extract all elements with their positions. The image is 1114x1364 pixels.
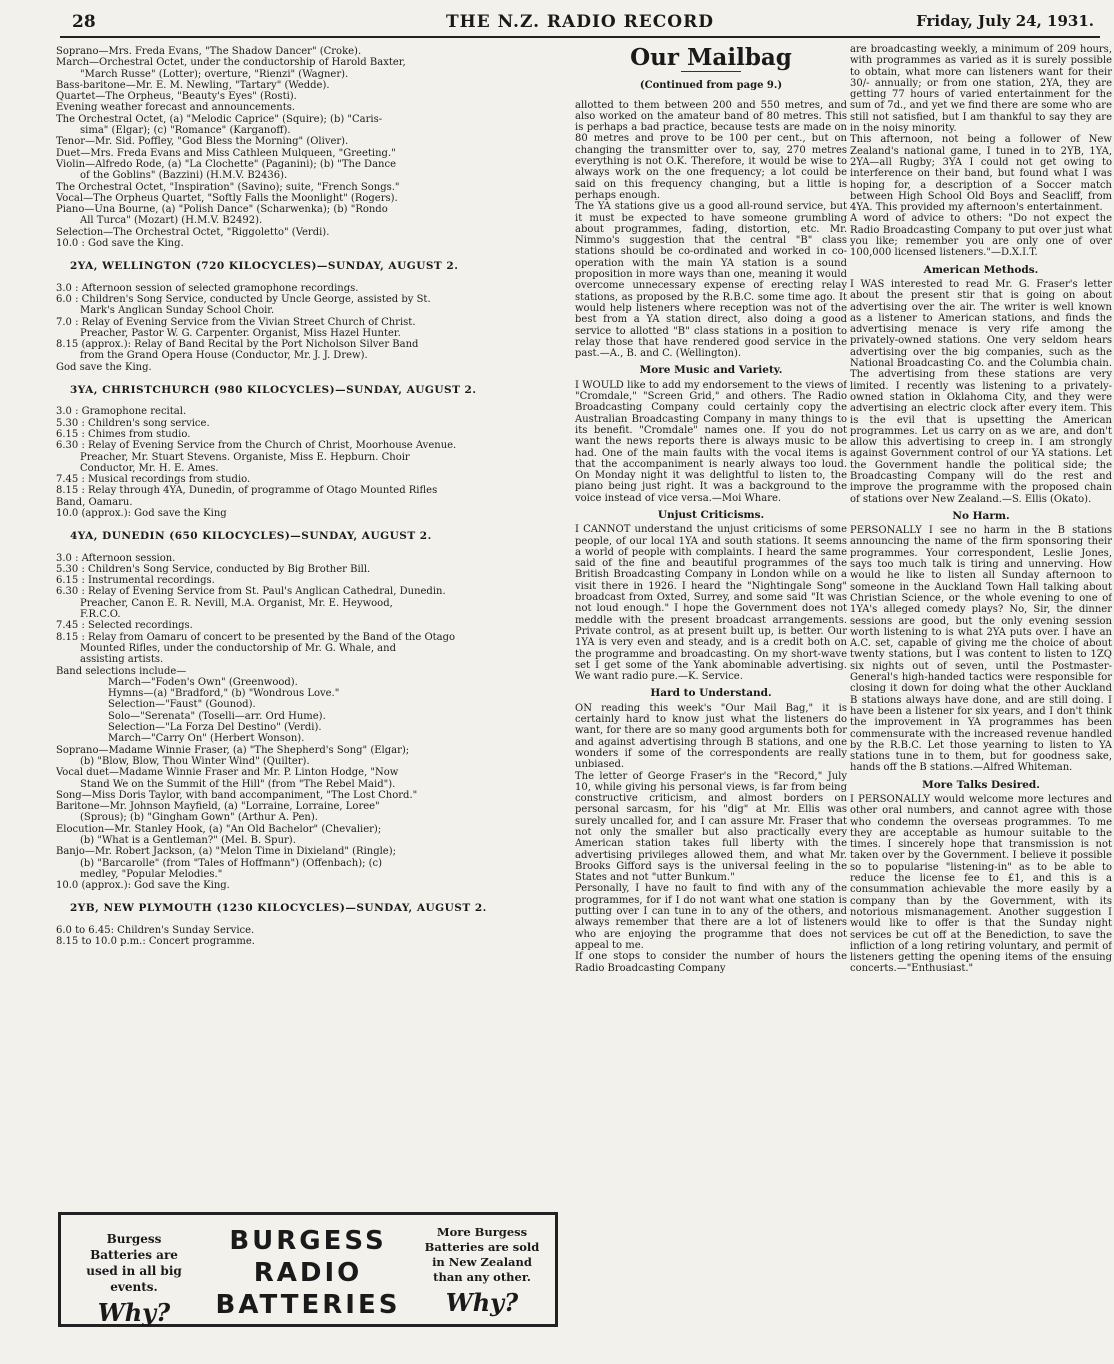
programme-line: Conductor, Mr. H. E. Ames.	[80, 462, 219, 474]
programme-line: March—"Foden's Own" (Greenwood).	[108, 676, 298, 688]
programme-line: Selection—"La Forza Del Destino" (Verdi).	[108, 722, 322, 734]
page-header	[60, 12, 1100, 38]
programme-line: Bass-baritone—Mr. E. M. Newling, "Tartary" (Wedde).	[56, 79, 330, 91]
ad-why-right: Why?	[445, 1288, 519, 1317]
programme-line: 7.45 : Musical recordings from studio.	[56, 474, 251, 486]
programme-line: Preacher, Pastor W. G. Carpenter. Organist, Miss Hazel Hunter.	[80, 327, 401, 339]
letter-paragraph: are broadcasting weekly, a minimum of 209 hours, with programmes as varied as it is surely possible to obtain, what more can listeners want for their 30/- annually; or from one station, 2YA, they are getting 77 hours of varied entertainment for the sum of 7d., and yet we find there are some who are still not satisfied, but I am thankful to say they are in the noisy minority.	[850, 44, 1112, 135]
programme-line: 6.30 : Relay of Evening Service from the Church of Christ, Moorhouse Avenue.	[56, 440, 457, 452]
programme-line: (Sprous); (b) "Gingham Gown" (Arthur A. Pen).	[80, 812, 318, 824]
programme-line: Selection—The Orchestral Octet, "Riggoletto" (Verdi).	[56, 226, 330, 238]
letter-paragraph: PERSONALLY I see no harm in the B stations announcing the name of the firm sponsoring their programmes. Your correspondent, Leslie Jones, says too much talk is tiring and unnerving. How would he like to listen all Sunday afternoon to someone in the Auckland Town Hall talking about Christian Science, or the whole evening to one of 1YA's alleged comedy plays? No, Sir, the dinner sessions are good, but the only evening session worth listening to is what 2YA puts over. I have an A.C. set, capable of giving me the choice of about twenty stations, but I was content to listen to 1ZQ six nights out of seven, until the Postmaster-General's high-handed tactics were responsible for closing it down for doing what the other Auckland B stations always have done, and are still doing. I have been a listener for six years, and I don't think the improvement in YA programmes has been commensurate with the increased revenue handled by the R.B.C. Let those yearning to listen to YA stations tune in to them, but for goodness sake, hands off the B stations.—Alfred Whiteman.	[850, 525, 1112, 774]
programme-top-section	[48, 46, 592, 249]
programme-line: 3.0 : Afternoon session of selected gramophone recordings.	[56, 282, 359, 294]
continued-note: (Continued from page 9.)	[639, 80, 783, 92]
programme-line: 7.45 : Selected recordings.	[56, 620, 193, 632]
programme-line: Solo—"Serenata" (Toselli—arr. Ord Hume).	[108, 710, 326, 722]
burgess-advertisement	[58, 1212, 558, 1327]
programme-line: 10.0 (approx.): God save the King.	[56, 880, 230, 892]
programme-line: (b) "Barcarolle" (from "Tales of Hoffmann") (Offenbach); (c)	[80, 857, 383, 869]
masthead: THE N.Z. RADIO RECORD	[446, 12, 714, 32]
letter-heading: More Talks Desired.	[922, 778, 1040, 791]
mailbag-title: Our Mailbag	[630, 44, 792, 71]
programme-line: Vocal duet—Madame Winnie Fraser and Mr. P. Linton Hodge, "Now	[56, 767, 399, 779]
letter-paragraph: This afternoon, not being a follower of New Zealand's national game, I tuned in to 2YB, 1YA, 2YA—all Rugby; 3YA I could not get owing to interference on their band, but found what I was hoping for, a description of a Soccer match between High School Old Boys and Seacliff, from 4YA. This provided my afternoon's entertainment.	[850, 134, 1112, 214]
programme-line: The Orchestral Octet, (a) "Melodic Caprice" (Squire); (b) "Caris-	[56, 113, 383, 125]
letter-heading: Hard to Understand.	[650, 687, 772, 700]
programme-line: Soprano—Madame Winnie Fraser, (a) "The Shepherd's Song" (Elgar);	[56, 744, 410, 756]
programme-column	[48, 46, 592, 1214]
programme-line: from the Grand Opera House (Conductor, Mr. J. J. Drew).	[80, 350, 368, 362]
letter-paragraph: I PERSONALLY would welcome more lectures and other oral numbers, and cannot agree with those who condemn the overseas programmes. To me they are acceptable as humour suitable to the times. I sincerely hope that transmission is not taken over by the Government. I believe it possible so to popularise "listening-in" as to be able to reduce the license fee to £1, and this is a consummation achievable the more easily by a company than by the Government, with its notorious mismanagement. Another suggestion I would like to offer is that the Sunday night services be cut off at the Benediction, to save the infliction of a long retiring voluntary, and permit of listeners getting the opening items of the ensuing concerts.—"Enthusiast."	[850, 794, 1112, 975]
programme-line: assisting artists.	[80, 654, 164, 666]
programme-line: All Turca" (Mozart) (H.M.V. B2492).	[80, 215, 263, 227]
letter-paragraph: Personally, I have no fault to find with any of the programmes, for if I do not want what one station is putting over I can tune in to any of the others, and always remember that there are a lot of listeners who are enjoying the programme that does not appeal to me.	[575, 883, 847, 951]
letter-paragraph: I WAS interested to read Mr. G. Fraser's letter about the present stir that is going on about advertising over the air. The writer is well known as a listener to American stations, and finds the advertising menace is very rife among the privately-owned stations. One very seldom hears advertising over the big companies, such as the National Broadcasting Co. and the Columbia chain. The advertising from these stations are very limited. I recently was listening to a privately-owned station in Oklahoma City, and they were advertising an electric clock after every item. This is the evil that is upsetting the American programmes. Let us carry on as we are, and don't allow this advertising to creep in. I am strongly against Government control of our YA stations. Let the Government handle the political side; the Broadcasting Company will do the rest and improve the programme with the proposed chain of stations over New Zealand.—S. Ellis (Okato).	[850, 278, 1112, 505]
programme-line: Elocution—Mr. Stanley Hook, (a) "An Old Bachelor" (Chevalier);	[56, 823, 382, 835]
programme-line: of the Goblins" (Bazzini) (H.M.V. B2436).	[80, 170, 288, 182]
programme-line: 8.15 : Relay through 4YA, Dunedin, of programme of Otago Mounted Rifles	[56, 485, 438, 497]
programme-line: 5.30 : Children's Song Service, conducted by Big Brother Bill.	[56, 563, 371, 575]
letter-heading: Unjust Criticisms.	[657, 508, 765, 521]
letter-paragraph: The YA stations give us a good all-round service, but it must be expected to have someone grumbling about programmes, fading, distortion, etc. Mr. Nimmo's suggestion that the central "B" class stations should be co-ordinated and worked in co-operation with the main YA station is a sound proposition in more ways than one, meaning it would overcome unnecessary expense of erecting relay stations, as proposed by the R.B.C. some time ago. It would help listeners where reception was not of the best from a YA station direct, also doing a good service to allotted "B" class stations in a position to relay those that have rendered good service in the past.—A., B. and C. (Wellington).	[575, 201, 847, 360]
programme-line: sima" (Elgar); (c) "Romance" (Karganoff).	[80, 125, 291, 137]
programme-line: medley, "Popular Melodies."	[80, 868, 223, 880]
ad-brand-logo: BURGESS RADIO BATTERIES	[215, 1226, 401, 1320]
programme-line: 8.15 to 10.0 p.m.: Concert programme.	[56, 936, 255, 948]
programme-line: Banjo—Mr. Robert Jackson, (a) "Melon Time in Dixieland" (Ringle);	[56, 846, 396, 858]
programme-line: 6.15 : Chimes from studio.	[56, 428, 191, 440]
programme-line: Mark's Anglican Sunday School Choir.	[80, 305, 275, 317]
station-heading-3ya: 3YA, CHRISTCHURCH (980 KILOCYCLES)—SUNDAY, AUGUST 2.	[70, 384, 477, 397]
programme-line: 6.0 : Children's Song Service, conducted by Uncle George, assisted by St.	[56, 293, 431, 305]
letter-heading: American Methods.	[923, 263, 1039, 276]
programme-line: 5.30 : Children's song service.	[56, 417, 210, 429]
programme-line: (b) "What is a Gentleman?" (Mel. B. Spur).	[80, 835, 296, 846]
programme-2ya	[48, 283, 592, 373]
programme-line: God save the King.	[56, 361, 152, 373]
letter-paragraph: A word of advice to others: "Do not expect the Radio Broadcasting Company to put over just what you like; remember you are only one of over 100,000 licensed listeners."—D.X.I.T.	[850, 213, 1112, 259]
programme-line: Song—Miss Doris Taylor, with band accompaniment, "The Lost Chord."	[56, 789, 418, 801]
programme-line: 3.0 : Afternoon session.	[56, 552, 176, 564]
station-heading-2ya: 2YA, WELLINGTON (720 KILOCYCLES)—SUNDAY, AUGUST 2.	[70, 260, 459, 273]
programme-line: 6.15 : Instrumental recordings.	[56, 575, 215, 587]
programme-line: Selection—"Faust" (Gounod).	[108, 699, 256, 711]
station-heading-4ya: 4YA, DUNEDIN (650 KILOCYCLES)—SUNDAY, AUGUST 2.	[70, 530, 432, 543]
page-number: 28	[72, 12, 96, 32]
programme-2yb	[48, 925, 592, 948]
letter-paragraph: The letter of George Fraser's in the "Record," July 10, while giving his personal views, is far from being constructive criticism, and almost borders on personal sarcasm, for his "dig" at Mr. Ellis was surely uncalled for, and I can assure Mr. Fraser that not only the smaller but also practically every American station takes full liberty with the advertising privileges allowed them, and what Mr. Brooks Gifford says is the universal feeling in the States and not "utter Bunkum."	[575, 770, 847, 884]
letter-paragraph: allotted to them between 200 and 550 metres, and also worked on the amateur band of 80 metres. This is perhaps a bad practice, because tests are made on 80 metres and prove to be 100 per cent., but on changing the transmitter over to, say, 270 metres everything is not O.K. Therefore, it would be wise to always work on the one frequency; a lot could be said on this frequency changing, but a little is perhaps enough.	[575, 99, 847, 201]
station-heading-2yb: 2YB, NEW PLYMOUTH (1230 KILOCYCLES)—SUNDAY, AUGUST 2.	[70, 902, 487, 915]
programme-line: March—"Carry On" (Herbert Wonson).	[108, 733, 305, 745]
programme-line: 8.15 (approx.): Relay of Band Recital by the Port Nicholson Silver Band	[56, 339, 419, 351]
programme-4ya	[48, 553, 592, 892]
issue-date: Friday, July 24, 1931.	[916, 12, 1094, 30]
programme-line: Soprano—Mrs. Freda Evans, "The Shadow Dancer" (Croke).	[56, 46, 362, 57]
programme-line: The Orchestral Octet, "Inspiration" (Savino); suite, "French Songs."	[56, 181, 400, 193]
programme-line: 3.0 : Gramophone recital.	[56, 406, 187, 418]
ad-left-text: Burgess Batteries are used in all big events. Why?	[75, 1231, 193, 1321]
programme-line: 10.0 : God save the King.	[56, 238, 184, 250]
letter-heading: More Music and Variety.	[639, 364, 783, 377]
mailbag-column	[575, 44, 847, 1344]
letter-paragraph: ON reading this week's "Our Mail Bag," it is certainly hard to know just what the listeners do want, for there are so many good arguments both for and against advertising through B stations, and one wonders if some of the correspondents are really unbiased.	[575, 702, 847, 771]
programme-line: Quartet—The Orpheus, "Beauty's Eyes" (Rosti).	[56, 91, 297, 103]
programme-line: 8.15 : Relay from Oamaru of concert to be presented by the Band of the Otago	[56, 631, 456, 643]
mailbag-column-right	[850, 44, 1112, 1344]
programme-line: Evening weather forecast and announcements.	[56, 102, 296, 114]
programme-line: "March Russe" (Lotter); overture, "Rienzi" (Wagner).	[80, 68, 349, 80]
letter-paragraph: I CANNOT understand the unjust criticisms of some people, of our local 1YA and south stations. It seems a world of people with complaints. I heard the same said of the fine and beautiful programmes of the British Broadcasting Company in London while on a visit there in 1926. I heard the "Nightingale Song" broadcast from Oxted, Surrey, and some said "It was not loud enough." I hope the Government does not meddle with the present broadcast arrangements. Private control, as at present built up, is better. Our 1YA is very even and steady, and is a credit both on the programme and broadcasting. On my short-wave set I get some of the Yank abominable advertising. We want radio pure.—K. Service.	[575, 524, 847, 683]
programme-line: Duet—Mrs. Freda Evans and Miss Cathleen Mulqueen, "Greeting."	[56, 147, 396, 159]
programme-line: Band selections include—	[56, 665, 187, 677]
programme-line: Preacher, Mr. Stuart Stevens. Organiste, Miss E. Hepburn. Choir	[80, 451, 410, 463]
programme-line: Preacher, Canon E. R. Nevill, M.A. Organist, Mr. E. Heywood,	[80, 597, 393, 609]
programme-line: 7.0 : Relay of Evening Service from the Vivian Street Church of Christ.	[56, 316, 416, 328]
programme-line: Piano—Una Bourne, (a) "Polish Dance" (Scharwenka); (b) "Rondo	[56, 204, 388, 216]
programme-line: 6.0 to 6.45: Children's Sunday Service.	[56, 924, 255, 936]
letter-paragraph: If one stops to consider the number of hours the Radio Broadcasting Company	[575, 951, 847, 974]
letter-paragraph: I WOULD like to add my endorsement to the views of "Cromdale," "Screen Grid," and others. The Radio Broadcasting Company could certainly copy the Australian Broadcasting Company in many things to its benefit. "Cromdale" names one. If you do not want the news reports there is always music to be had. One of the main faults with the vocal items is that the accompaniment is nearly always too loud. On Monday night it was delightful to listen to, the piano being just right. It was a background to the voice instead of vice versa.—Moi Whare.	[575, 379, 847, 504]
programme-line: Baritone—Mr. Johnson Mayfield, (a) "Lorraine, Lorraine, Loree"	[56, 801, 380, 813]
programme-line: Vocal—The Orpheus Quartet, "Softly Falls the Moonlight" (Rogers).	[56, 192, 398, 204]
programme-line: Stand We on the Summit of the Hill" (from "The Rebel Maid").	[80, 778, 396, 790]
programme-line: 6.30 : Relay of Evening Service from St. Paul's Anglican Cathedral, Dunedin.	[56, 586, 446, 598]
programme-line: Violin—Alfredo Rode, (a) "La Clochette" (Paganini); (b) "The Dance	[56, 158, 396, 170]
programme-line: Hymns—(a) "Bradford," (b) "Wondrous Love."	[108, 688, 340, 700]
letter-heading: No Harm.	[952, 509, 1010, 522]
programme-line: Band, Oamaru.	[56, 496, 133, 508]
programme-3ya	[48, 406, 592, 519]
ad-right-text: More Burgess Batteries are sold in New Zealand than any other. Why?	[424, 1225, 540, 1317]
programme-line: (b) "Blow, Blow, Thou Winter Wind" (Quilter).	[80, 755, 310, 767]
programme-line: Tenor—Mr. Sid. Poffley, "God Bless the Morning" (Oliver).	[56, 136, 349, 148]
programme-line: 10.0 (approx.): God save the King	[56, 507, 227, 519]
title-rule	[681, 71, 741, 72]
programme-line: March—Orchestral Octet, under the conductorship of Harold Baxter,	[56, 57, 406, 69]
programme-line: Mounted Rifles, under the conductorship of Mr. G. Whale, and	[80, 642, 396, 654]
programme-line: F.R.C.O.	[80, 609, 121, 621]
ad-why-left: Why?	[97, 1298, 171, 1327]
